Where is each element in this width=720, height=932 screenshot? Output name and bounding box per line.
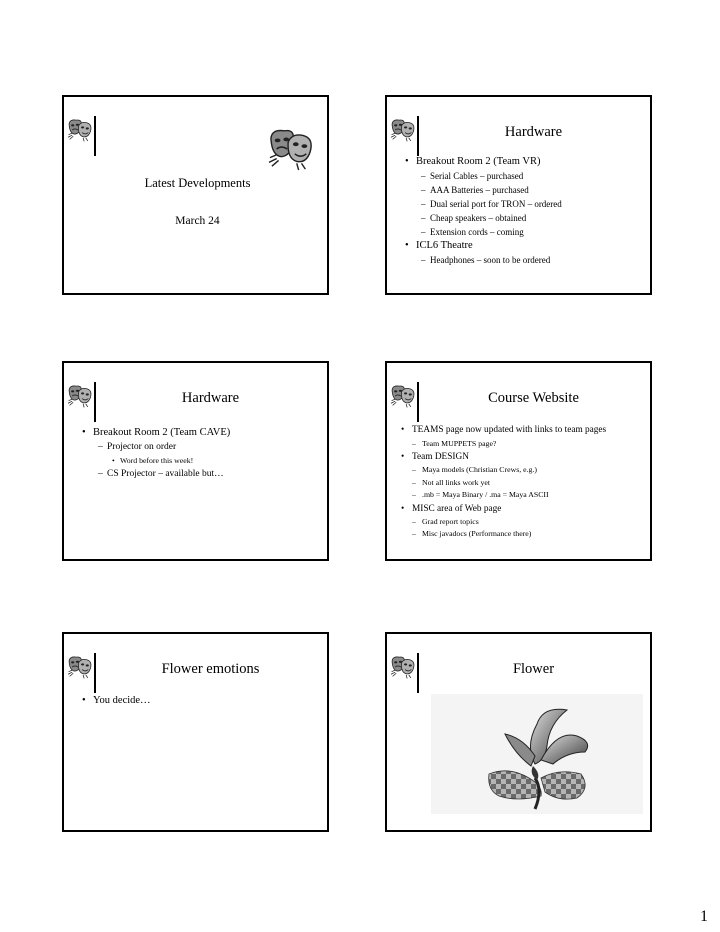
- theater-masks-icon: [67, 384, 93, 408]
- theater-masks-icon: [67, 118, 93, 142]
- slide-subtitle: Latest Developments: [144, 176, 251, 190]
- slide-title: Hardware: [504, 124, 563, 140]
- sub-bullet-item: – Headphones – soon to be ordered: [421, 255, 551, 265]
- sub-bullet-item: – Misc javadocs (Performance there): [412, 529, 532, 538]
- slide-divider: [94, 116, 96, 156]
- slide-title: Hardware: [181, 390, 240, 406]
- slide-title: Course Website: [488, 390, 579, 406]
- theater-masks-large-icon: [267, 127, 315, 171]
- sub-bullet-item: – Dual serial port for TRON – ordered: [421, 199, 562, 209]
- bullet-item: • Breakout Room 2 (Team VR): [405, 155, 642, 169]
- bullet-item: • TEAMS page now updated with links to team pages: [401, 425, 642, 438]
- slide-title: Flower: [512, 661, 555, 677]
- sub-bullet-item: – Serial Cables – purchased: [421, 171, 524, 181]
- bullet-item: • You decide…: [82, 694, 319, 708]
- theater-masks-icon: [67, 655, 93, 679]
- slide-bullets: [401, 425, 642, 541]
- slide-bullets: [82, 426, 319, 481]
- bullet-item: • ICL6 Theatre: [405, 239, 642, 253]
- slide-4[interactable]: [385, 361, 652, 561]
- slide-6[interactable]: [385, 632, 652, 832]
- slide-bullets: [405, 155, 642, 267]
- bullet-item: • Team DESIGN: [401, 450, 642, 464]
- sub-bullet-item: – Projector on order: [98, 442, 177, 452]
- slide-3[interactable]: [62, 361, 329, 561]
- bullet-item: • Breakout Room 2 (Team CAVE): [82, 426, 319, 440]
- bullet-item: • MISC area of Web page: [401, 502, 642, 516]
- sub-bullet-item: – Grad report topics: [412, 516, 479, 526]
- slide-2[interactable]: [385, 95, 652, 295]
- flower-image: [431, 694, 643, 814]
- sub-bullet-item: – Extension cords – coming: [421, 227, 524, 237]
- sub-bullet-item: – .mb = Maya Binary / .ma = Maya ASCII: [412, 490, 549, 499]
- sub-bullet-item: – Maya models (Christian Crews, e.g.): [412, 465, 537, 474]
- slide-1[interactable]: [62, 95, 329, 295]
- theater-masks-icon: [390, 384, 416, 408]
- page-number: 1: [700, 908, 708, 925]
- slide-date: March 24: [175, 215, 220, 227]
- sub-sub-bullet-item: • Word before this week!: [82, 454, 319, 467]
- sub-bullet-item: – Not all links work yet: [412, 477, 490, 487]
- sub-bullet-item: – AAA Batteries – purchased: [421, 185, 529, 195]
- slide-title: Flower emotions: [161, 661, 260, 677]
- theater-masks-icon: [390, 118, 416, 142]
- theater-masks-icon: [390, 655, 416, 679]
- slide-5[interactable]: [62, 632, 329, 832]
- sub-bullet-item: – CS Projector – available but…: [98, 469, 224, 479]
- slide-bullets: [82, 694, 319, 708]
- sub-bullet-item: – Team MUPPETS page?: [412, 438, 497, 448]
- sub-bullet-item: – Cheap speakers – obtained: [421, 213, 527, 223]
